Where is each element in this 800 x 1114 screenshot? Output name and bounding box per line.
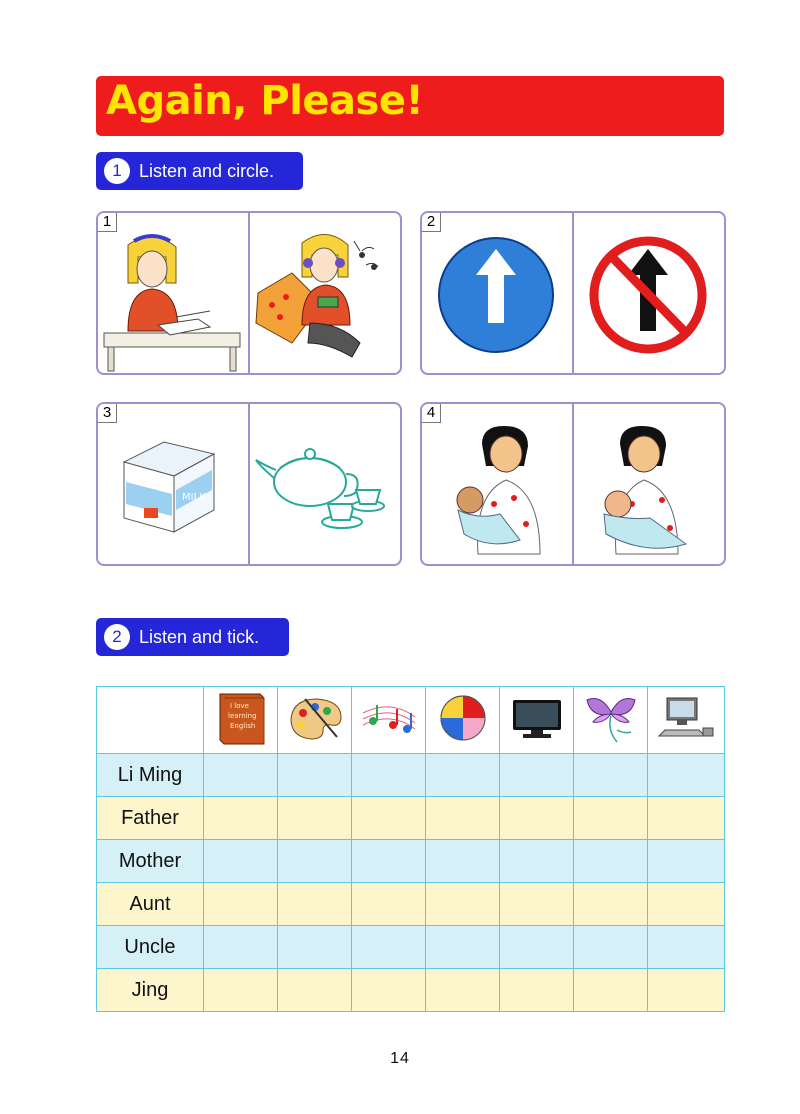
tick-cell[interactable]	[278, 969, 352, 1012]
table-row	[97, 926, 725, 969]
table-row	[97, 840, 725, 883]
row-name: Aunt	[97, 883, 204, 926]
section-2-label: Listen and tick.	[139, 626, 260, 647]
column-painting	[278, 687, 352, 754]
go-straight-sign-image[interactable]	[422, 213, 572, 373]
tick-cell[interactable]	[500, 754, 574, 797]
column-book	[204, 687, 278, 754]
tick-cell[interactable]	[648, 926, 725, 969]
column-kite	[574, 687, 648, 754]
book-icon	[212, 688, 270, 748]
tick-cell[interactable]	[574, 840, 648, 883]
listen-and-tick-table	[96, 686, 725, 1012]
panel-number: 3	[98, 404, 117, 423]
tick-cell[interactable]	[352, 969, 426, 1012]
tick-cell[interactable]	[278, 840, 352, 883]
panel-number: 4	[422, 404, 441, 423]
book-title-line-1: I love	[229, 701, 249, 710]
picture-pair-3	[96, 402, 402, 566]
mother-with-smiling-baby-image[interactable]	[574, 404, 724, 564]
column-ball	[426, 687, 500, 754]
section-2-number: 2	[104, 624, 130, 650]
table-row	[97, 754, 725, 797]
row-name: Father	[97, 797, 204, 840]
tick-cell[interactable]	[426, 754, 500, 797]
tick-cell[interactable]	[426, 883, 500, 926]
table-row	[97, 969, 725, 1012]
tick-cell[interactable]	[574, 883, 648, 926]
tick-cell[interactable]	[278, 926, 352, 969]
tick-cell[interactable]	[500, 840, 574, 883]
tick-cell[interactable]	[204, 840, 278, 883]
section-1-heading	[96, 152, 303, 190]
mother-with-crying-baby-image[interactable]	[422, 404, 572, 564]
tick-cell[interactable]	[204, 969, 278, 1012]
tick-cell[interactable]	[352, 754, 426, 797]
column-computer	[648, 687, 725, 754]
tick-cell[interactable]	[574, 797, 648, 840]
book-title-line-2: learning	[227, 711, 257, 720]
tick-cell[interactable]	[426, 926, 500, 969]
column-tv	[500, 687, 574, 754]
tick-cell[interactable]	[426, 840, 500, 883]
tick-cell[interactable]	[278, 797, 352, 840]
row-name: Uncle	[97, 926, 204, 969]
tea-set-image[interactable]	[250, 404, 400, 564]
tick-cell[interactable]	[352, 926, 426, 969]
tick-cell[interactable]	[426, 969, 500, 1012]
tick-cell[interactable]	[500, 969, 574, 1012]
tick-cell[interactable]	[574, 969, 648, 1012]
paint-palette-icon	[285, 693, 345, 743]
tick-cell[interactable]	[648, 754, 725, 797]
tick-cell[interactable]	[500, 926, 574, 969]
tick-cell[interactable]	[352, 840, 426, 883]
tick-cell[interactable]	[204, 754, 278, 797]
tick-cell[interactable]	[278, 754, 352, 797]
panel-number: 2	[422, 213, 441, 232]
tick-cell[interactable]	[352, 797, 426, 840]
title-banner	[96, 76, 724, 136]
page-title: Again, Please!	[106, 78, 424, 124]
tick-cell[interactable]	[204, 883, 278, 926]
tick-cell[interactable]	[648, 969, 725, 1012]
tick-cell[interactable]	[648, 797, 725, 840]
tick-cell[interactable]	[574, 926, 648, 969]
tick-cell[interactable]	[352, 883, 426, 926]
row-name: Li Ming	[97, 754, 204, 797]
tick-cell[interactable]	[426, 797, 500, 840]
computer-icon	[655, 694, 717, 742]
table-corner-cell	[97, 687, 204, 754]
music-notes-icon	[359, 693, 419, 743]
milk-label: MILK	[182, 492, 206, 503]
book-title-line-3: English	[229, 721, 255, 730]
table-row	[97, 883, 725, 926]
tick-cell[interactable]	[574, 754, 648, 797]
row-name: Mother	[97, 840, 204, 883]
girl-listening-to-music-image[interactable]	[250, 213, 400, 373]
kite-icon	[581, 690, 641, 746]
panel-number: 1	[98, 213, 117, 232]
girl-doing-homework-image[interactable]	[98, 213, 248, 373]
tick-cell[interactable]	[204, 926, 278, 969]
tv-icon	[507, 694, 567, 742]
tick-cell[interactable]	[648, 840, 725, 883]
milk-carton-image[interactable]	[98, 404, 248, 564]
row-name: Jing	[97, 969, 204, 1012]
column-music	[352, 687, 426, 754]
ball-icon	[437, 692, 489, 744]
section-1-number: 1	[104, 158, 130, 184]
tick-cell[interactable]	[500, 797, 574, 840]
tick-cell[interactable]	[500, 883, 574, 926]
picture-pair-1	[96, 211, 402, 375]
picture-pair-2	[420, 211, 726, 375]
section-1-label: Listen and circle.	[139, 160, 275, 181]
section-2-heading	[96, 618, 289, 656]
tick-cell[interactable]	[648, 883, 725, 926]
picture-pair-4	[420, 402, 726, 566]
tick-cell[interactable]	[204, 797, 278, 840]
no-straight-ahead-sign-image[interactable]	[574, 213, 724, 373]
table-row	[97, 797, 725, 840]
page-number: 14	[390, 1050, 410, 1067]
tick-cell[interactable]	[278, 883, 352, 926]
